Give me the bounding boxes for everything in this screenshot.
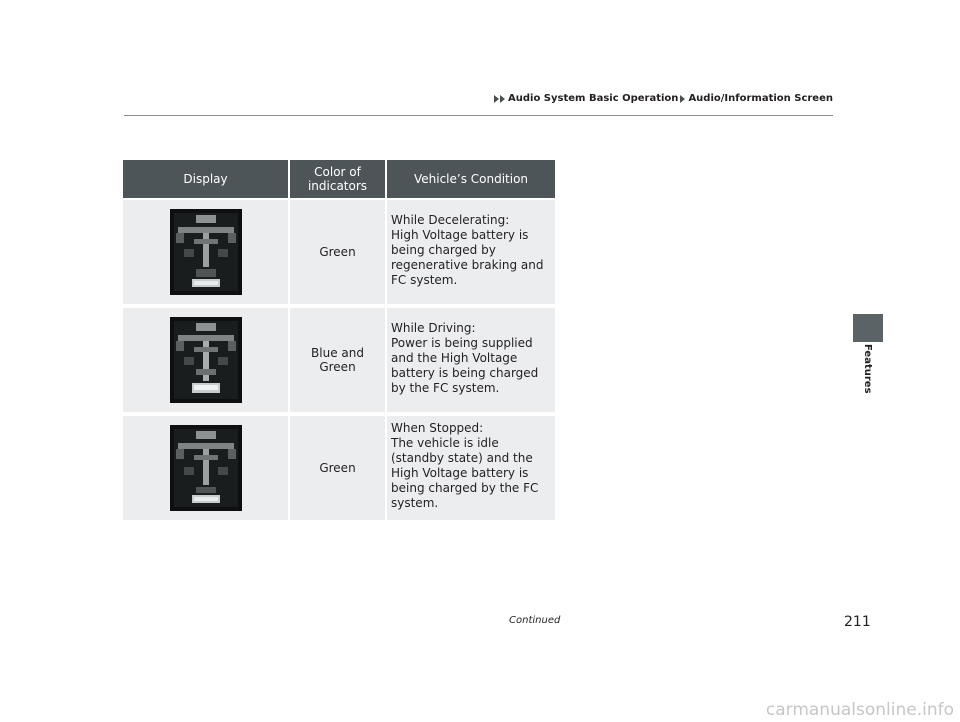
condition-description: High Voltage battery is being charged by regenerative braking and FC system. <box>391 227 544 287</box>
breadcrumb-item-audio-basic[interactable]: Audio System Basic Operation <box>508 93 679 104</box>
indicator-color-cell: Blue and Green <box>290 304 387 412</box>
condition-title: While Driving: <box>391 320 476 335</box>
indicator-color-cell: Green <box>290 198 387 304</box>
arrow-right-icon <box>494 95 499 103</box>
energy-flow-display-image <box>170 317 242 403</box>
condition-cell <box>387 304 555 412</box>
display-cell <box>123 304 290 412</box>
arrow-right-icon <box>680 95 685 103</box>
section-tab[interactable] <box>853 314 883 342</box>
indicator-table <box>123 160 555 520</box>
display-cell <box>123 198 290 304</box>
condition-cell <box>387 412 555 520</box>
indicator-color-cell: Green <box>290 412 387 520</box>
watermark: carmanualsonline.info <box>765 700 954 720</box>
condition-title: While Decelerating: <box>391 212 510 227</box>
table-row <box>123 412 555 520</box>
column-header-condition: Vehicle’s Condition <box>387 160 555 198</box>
condition-description: The vehicle is idle (standby state) and the High Voltage battery is being charged by the FC system. <box>391 436 539 510</box>
header-divider <box>124 115 833 116</box>
display-cell <box>123 412 290 520</box>
arrow-right-icon <box>500 95 505 103</box>
table-row <box>123 198 555 304</box>
energy-flow-display-image <box>170 425 242 511</box>
condition-title: When Stopped: <box>391 421 484 435</box>
page-number: 211 <box>844 614 871 630</box>
column-header-color: Color of indicators <box>290 160 387 198</box>
continued-label: Continued <box>509 615 561 626</box>
column-header-display: Display <box>123 160 290 198</box>
breadcrumb <box>494 93 833 104</box>
condition-description: Power is being supplied and the High Voltage battery is being charged by the FC system. <box>391 335 539 395</box>
energy-flow-display-image <box>170 209 242 295</box>
section-label: Features <box>862 344 873 394</box>
table-row <box>123 304 555 412</box>
condition-cell <box>387 198 555 304</box>
breadcrumb-item-audio-info-screen[interactable]: Audio/Information Screen <box>688 93 833 104</box>
